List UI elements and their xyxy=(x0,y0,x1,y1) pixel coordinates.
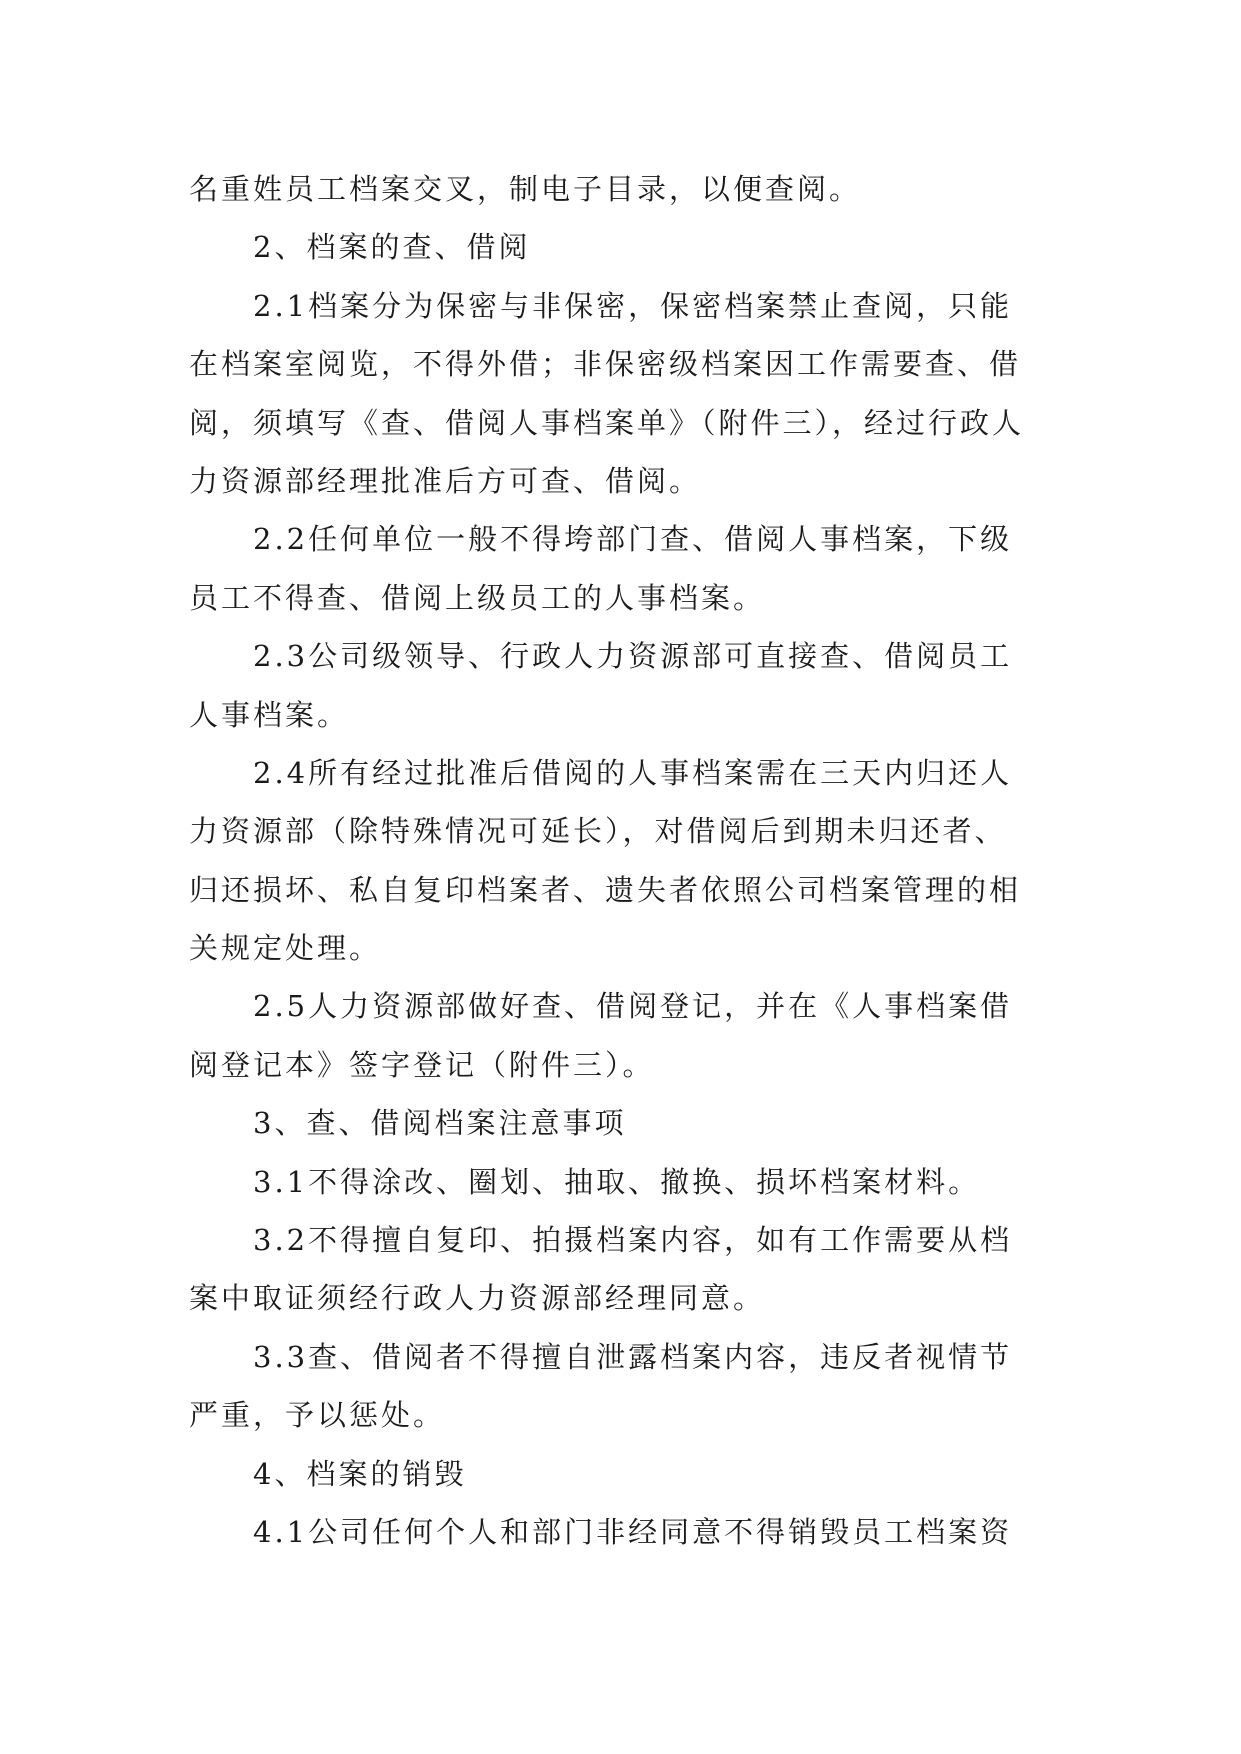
text-line: 2.4所有经过批准后借阅的人事档案需在三天内归还人 xyxy=(253,755,1013,790)
text-line: 案中取证须经行政人力资源部经理同意。 xyxy=(189,1281,766,1316)
text-line: 2.2任何单位一般不得垮部门查、借阅人事档案，下级 xyxy=(253,522,1013,557)
text-line: 3.1不得涂改、圈划、抽取、撤换、损坏档案材料。 xyxy=(253,1164,981,1199)
document-body xyxy=(189,160,1059,1561)
section-heading: 2、档案的查、借阅 xyxy=(253,230,531,265)
text-line: 4.1公司任何个人和部门非经同意不得销毁员工档案资 xyxy=(253,1514,1013,1549)
text-line: 在档案室阅览，不得外借；非保密级档案因工作需要查、借 xyxy=(189,347,1022,382)
text-line: 归还损坏、私自复印档案者、遗失者依照公司档案管理的相 xyxy=(189,872,1022,907)
text-line: 力资源部（除特殊情况可延长），对借阅后到期未归还者、 xyxy=(189,814,1007,849)
text-line: 2.5人力资源部做好查、借阅登记，并在《人事档案借 xyxy=(253,989,1013,1024)
section-heading: 3、查、借阅档案注意事项 xyxy=(253,1106,627,1141)
text-line: 严重，予以惩处。 xyxy=(189,1398,446,1433)
text-line: 员工不得查、借阅上级员工的人事档案。 xyxy=(189,580,766,615)
text-line: 3.2不得擅自复印、拍摄档案内容，如有工作需要从档 xyxy=(253,1223,1013,1258)
text-line: 人事档案。 xyxy=(189,697,350,732)
text-line: 阅登记本》签字登记（附件三）。 xyxy=(189,1047,655,1082)
text-line: 阅，须填写《查、借阅人事档案单》（附件三），经过行政人 xyxy=(189,405,1025,440)
text-line: 2.1档案分为保密与非保密，保密档案禁止查阅，只能 xyxy=(253,288,1013,323)
text-line: 力资源部经理批准后方可查、借阅。 xyxy=(189,463,702,498)
text-line: 关规定处理。 xyxy=(189,931,382,966)
text-line: 2.3公司级领导、行政人力资源部可直接查、借阅员工 xyxy=(253,639,1013,674)
text-line: 名重姓员工档案交叉，制电子目录，以便查阅。 xyxy=(189,172,862,206)
text-line: 3.3查、借阅者不得擅自泄露档案内容，违反者视情节 xyxy=(253,1339,1013,1374)
section-heading: 4、档案的销毁 xyxy=(253,1456,467,1491)
